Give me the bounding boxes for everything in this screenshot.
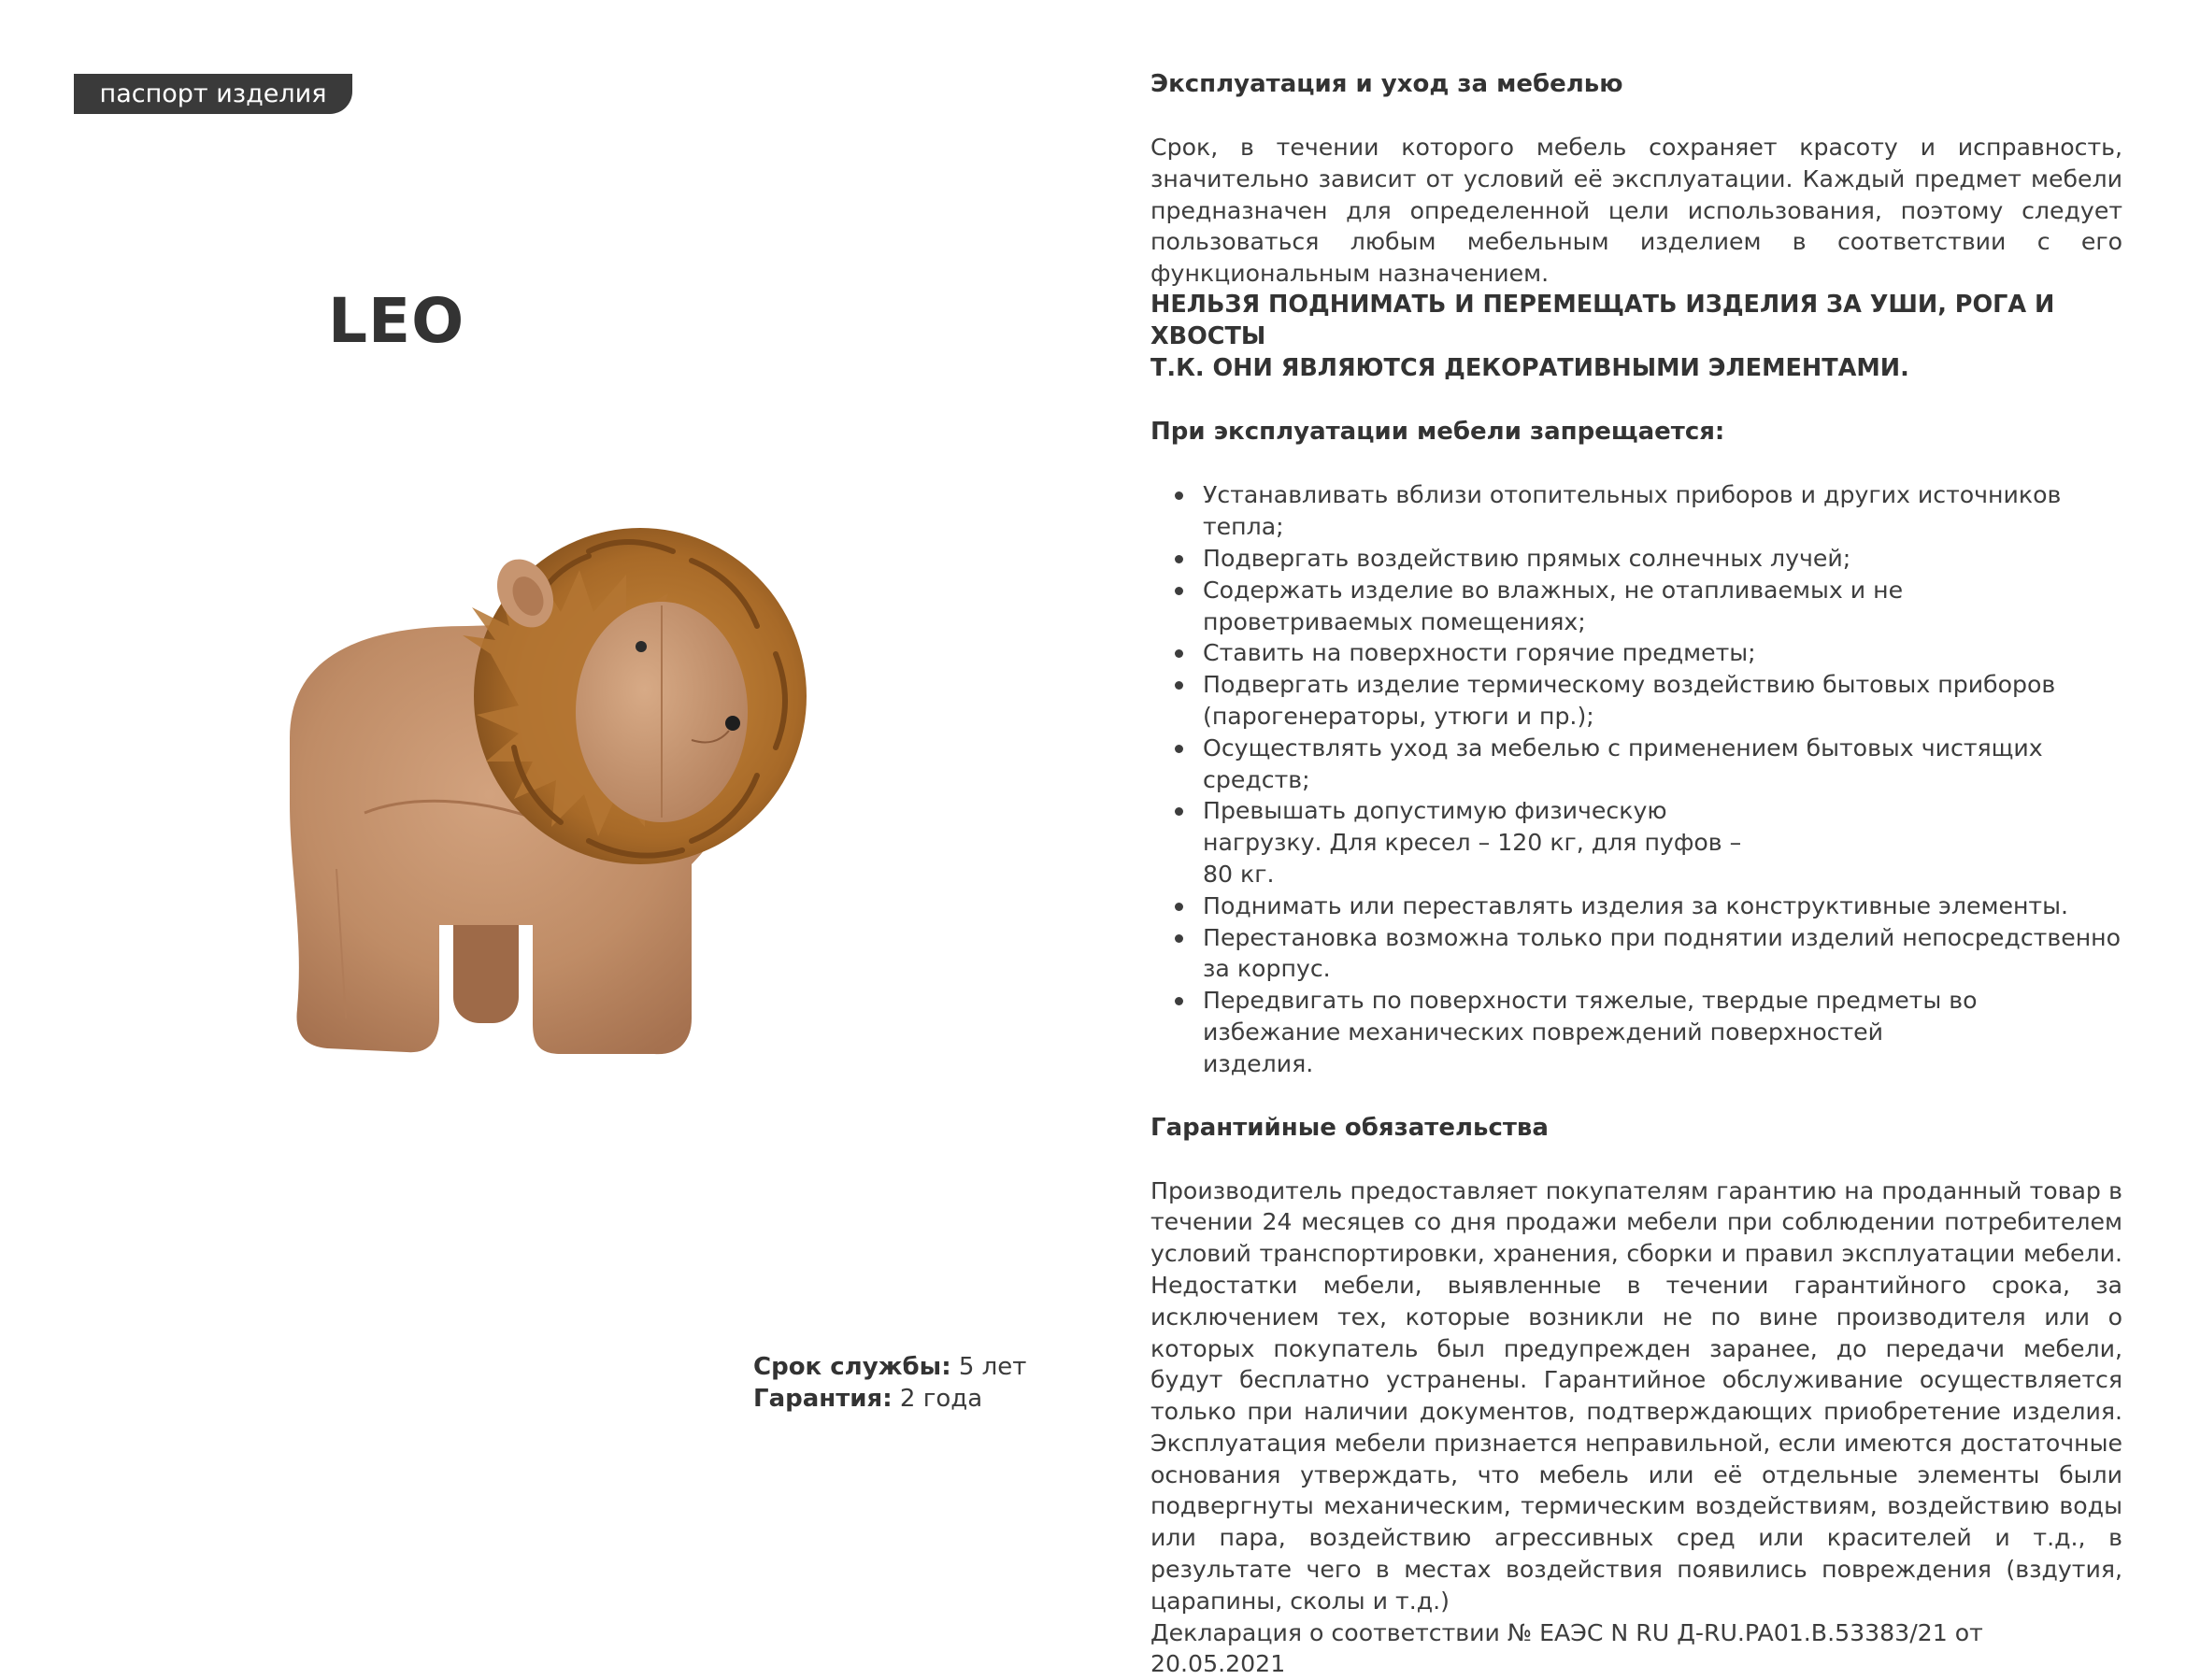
list-item: Подвергать изделие термическому воздействию бытовых приборов (парогенераторы, утюги и пр.); bbox=[1203, 669, 2122, 733]
text-column bbox=[1150, 68, 2122, 1680]
warranty-row bbox=[753, 1383, 1026, 1415]
declaration: Декларация о соответствии № ЕАЭС N RU Д-RU.PA01.B.53383/21 от 20.05.2021 bbox=[1150, 1618, 1983, 1678]
list-item: Ставить на поверхности горячие предметы; bbox=[1203, 637, 2122, 669]
care-intro: Срок, в течении которого мебель сохраняет красоту и исправность, значительно зависит от условий её эксплуатации. Каждый предмет мебели предназначен для определенной цели использования, поэтому следует пользоваться любым мебельным изделием в соответствии с его функциональным назначением. bbox=[1150, 134, 2122, 288]
list-item: Поднимать или переставлять изделия за конструктивные элементы. bbox=[1203, 890, 2122, 922]
lion-eye bbox=[636, 641, 647, 652]
warranty-label: Гарантия: bbox=[753, 1385, 893, 1413]
section-tag: паспорт изделия bbox=[74, 74, 352, 114]
list-item: Подвергать воздействию прямых солнечных лучей; bbox=[1203, 543, 2122, 575]
prohibited-heading: При эксплуатации мебели запрещается: bbox=[1150, 418, 1725, 447]
lion-nose bbox=[725, 716, 740, 731]
warranty-text: Производитель предоставляет покупателям гарантию на проданный товар в течении 24 месяцев со дня продажи мебели при соблюдении потребителем условий транспортировки, хранения, сборки и правил эксплуатации мебели. Недостатки мебели, выявленные в течении гарантийного срока, за исключением тех, которые возникли не по вине производителя или о которых покупатель был предупрежден заранее, до передачи мебели, будут бесплатно устранены. Гарантийное обслуживание осуществляется только при наличии документов, подтверждающих приобретение изделия. Эксплуатация мебели признается неправильной, если имеются достаточные основания утверждать, что мебель или её отдельные элементы были подвергнуты механическим, термическим воздействиям, воздействию воды или пара, воздействию агрессивных сред или красителей и т.д., в результате чего в местах воздействия появились повреждения (вздутия, царапины, сколы и т.д.) bbox=[1150, 1176, 2122, 1615]
list-item: Содержать изделие во влажных, не отапливаемых и не проветриваемых помещениях; bbox=[1203, 575, 2122, 638]
list-item: Осуществлять уход за мебелью с применением бытовых чистящих средств; bbox=[1203, 733, 2122, 796]
list-item: Устанавливать вблизи отопительных приборов и других источников тепла; bbox=[1203, 479, 2122, 543]
warranty-value: 2 года bbox=[899, 1385, 983, 1413]
product-specs bbox=[753, 1351, 1026, 1415]
product-title: LEO bbox=[328, 285, 465, 357]
service-life-label: Срок службы: bbox=[753, 1353, 951, 1381]
warranty-heading: Гарантийные обязательства bbox=[1150, 1113, 1549, 1142]
service-life-value: 5 лет bbox=[958, 1353, 1027, 1381]
list-item: Перестановка возможна только при поднятии изделий непосредственно за корпус. bbox=[1203, 922, 2122, 986]
care-warning-line1: НЕЛЬЗЯ ПОДНИМАТЬ И ПЕРЕМЕЩАТЬ ИЗДЕЛИЯ ЗА УШИ, РОГА И ХВОСТЫ bbox=[1150, 290, 2055, 350]
list-item: Превышать допустимую физическую нагрузку. Для кресел – 120 кг, для пуфов – 80 кг. bbox=[1203, 795, 2122, 890]
prohibited-list bbox=[1150, 479, 2122, 1079]
care-heading: Эксплуатация и уход за мебелью bbox=[1150, 70, 1623, 98]
care-warning-line2: Т.К. ОНИ ЯВЛЯЮТСЯ ДЕКОРАТИВНЫМИ ЭЛЕМЕНТАМИ. bbox=[1150, 353, 1909, 382]
service-life-row bbox=[753, 1351, 1026, 1383]
product-image bbox=[252, 495, 850, 1075]
list-item: Передвигать по поверхности тяжелые, твердые предметы во избежание механических повреждений поверхностей изделия. bbox=[1203, 985, 2122, 1079]
